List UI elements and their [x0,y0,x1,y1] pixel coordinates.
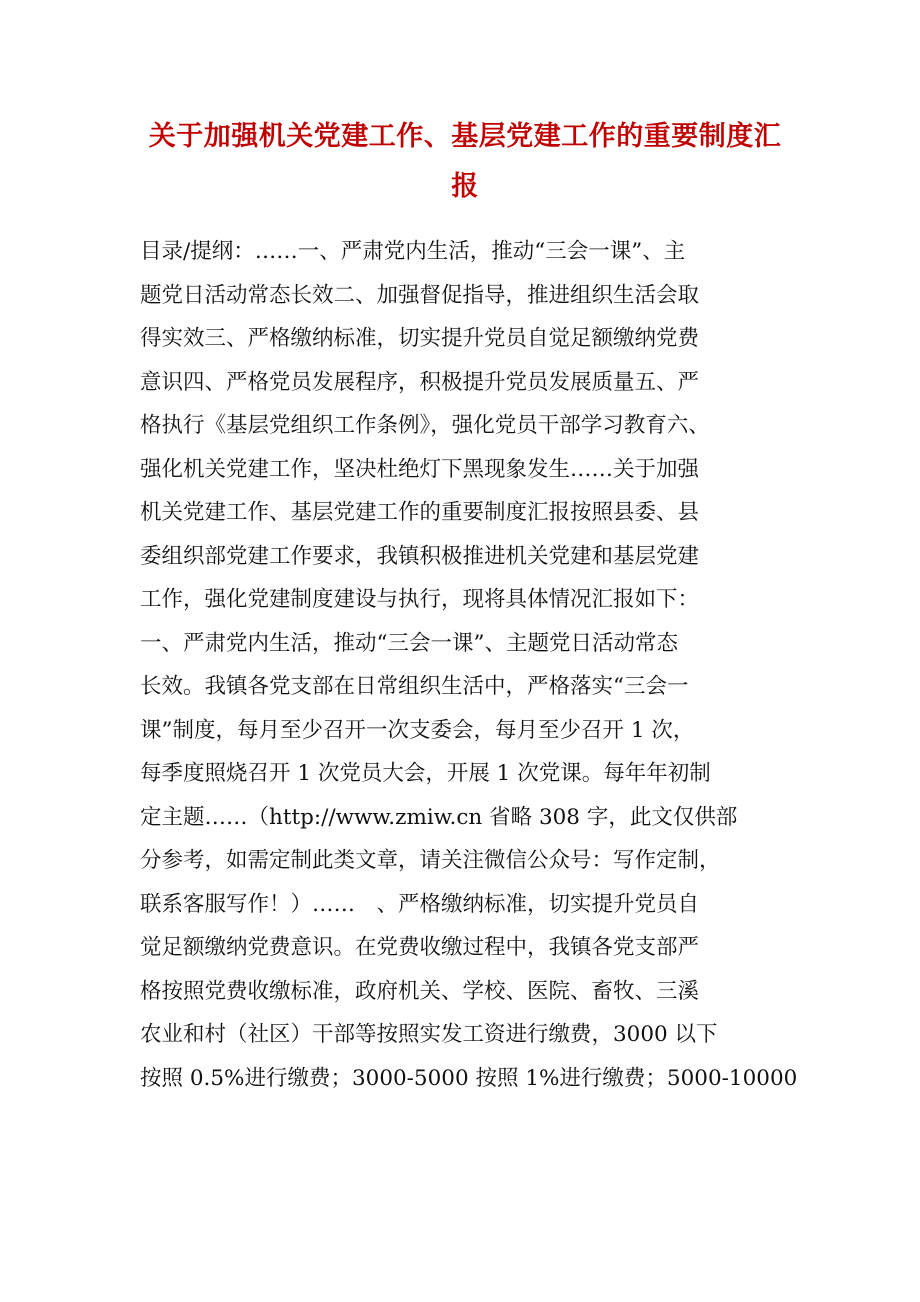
body-line-4: 意识四、严格党员发展程序，积极提升党员发展质量五、严 [140,369,700,395]
body-line-6: 强化机关党建工作，坚决杜绝灯下黑现象发生……关于加强 [140,456,700,482]
body-line-17: 觉足额缴纳党费意识。在党费收缴过程中，我镇各党支部严 [140,935,700,960]
body-line-1: 目录/提纲：……一、严肃党内生活，推动“三会一课”、主 [140,239,686,264]
body-line-19: 农业和村（社区）干部等按照实发工资进行缴费，3000 以下 [140,1022,718,1047]
document-title: 关于加强机关党建工作、基层党建工作的重要制度汇报 [148,121,782,202]
body-line-20: 按照 0.5%进行缴费；3000-5000 按照 1%进行缴费；5000-10000 [140,1065,798,1091]
body-line-5: 格执行《基层党组织工作条例》，强化党员干部学习教育六、 [140,413,710,438]
body-line-13: 每季度照烧召开 1 次党员大会，开展 1 次党课。每年年初制 [140,761,711,786]
body-line-7: 机关党建工作、基层党建工作的重要制度汇报按照县委、县 [140,500,700,525]
body-line-10: 一、严肃党内生活，推动“三会一课”、主题党日活动常态 [140,630,678,656]
body-line-9: 工作，强化党建制度建设与执行，现将具体情况汇报如下： [140,587,700,612]
body-line-18: 格按照党费收缴标准，政府机关、学校、医院、畜牧、三溪 [140,978,700,1004]
body-line-15: 分参考，如需定制此类文章，请关注微信公众号：写作定制， [140,848,721,873]
body-line-16: 联系客服写作！）…… 、严格缴纳标准，切实提升党员自 [140,891,700,917]
body-line-3: 得实效三、严格缴纳标准，切实提升党员自觉足额缴纳党费 [140,326,700,351]
body-line-8: 委组织部党建工作要求，我镇积极推进机关党建和基层党建 [140,543,700,569]
document-body [140,230,800,1100]
body-line-12: 课”制度，每月至少召开一次支委会，每月至少召开 1 次， [140,717,695,743]
body-line-11: 长效。我镇各党支部在日常组织生活中，严格落实“三会一 [140,674,689,699]
body-line-14: 定主题……（http://www.zmiw.cn 省略 308 字，此文仅供部 [140,804,738,830]
body-line-2: 题党日活动常态长效二、加强督促指导，推进组织生活会取 [140,282,700,308]
